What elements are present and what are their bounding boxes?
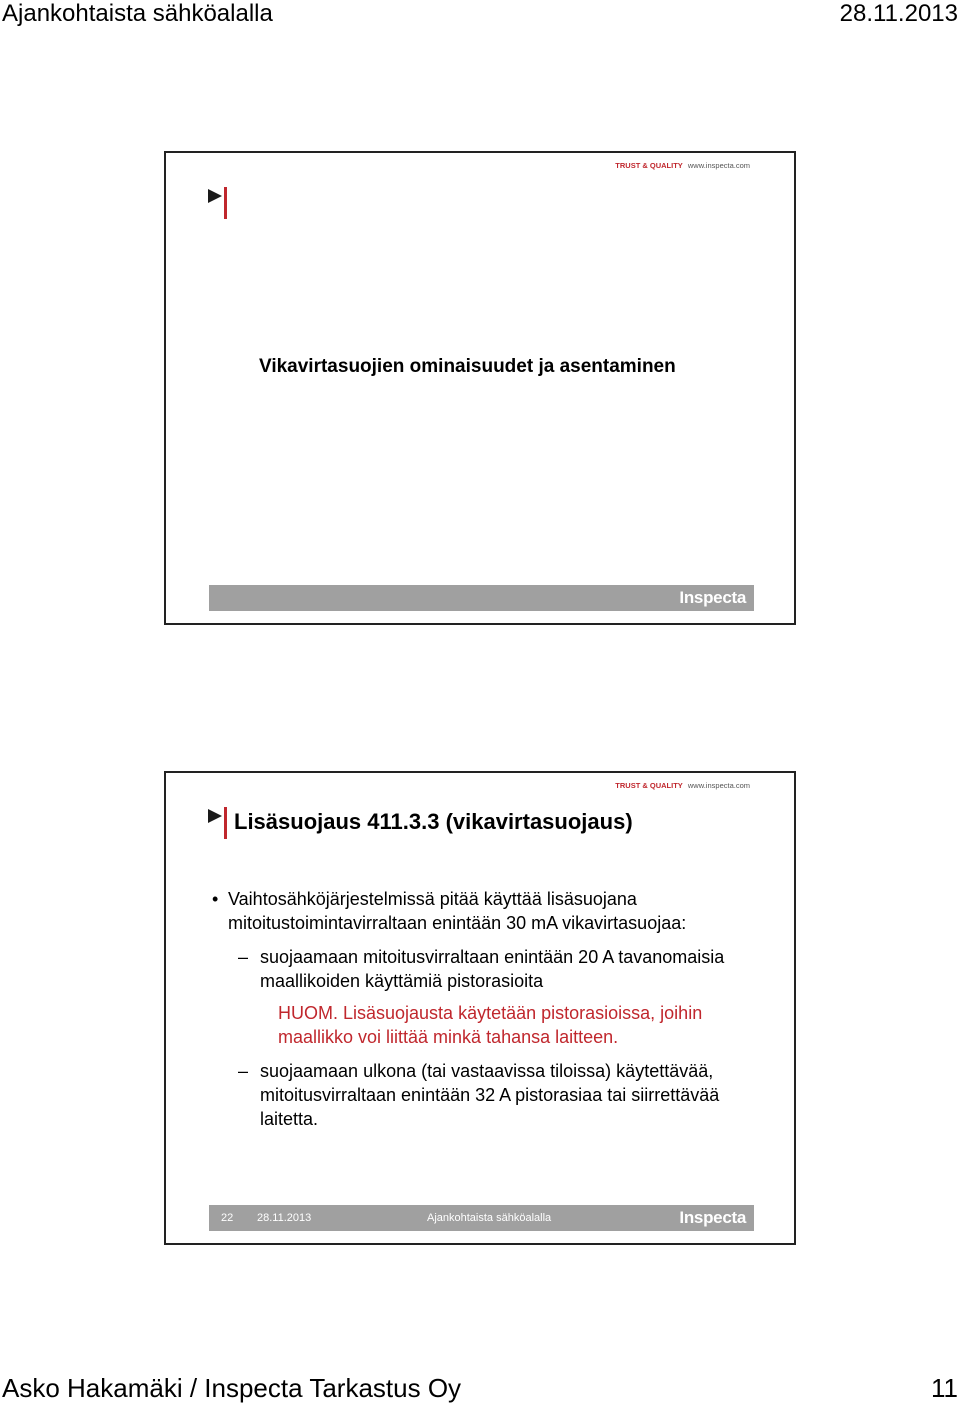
inspecta-flag-icon xyxy=(208,187,230,221)
trust-quality-line xyxy=(615,161,750,170)
sub-item xyxy=(238,1059,766,1131)
page-footer-author: Asko Hakamäki / Inspecta Tarkastus Oy xyxy=(2,1373,462,1403)
slide-footer-title: Ajankohtaista sähköalalla xyxy=(427,1212,552,1224)
slide-2-footer-bar xyxy=(209,1205,754,1231)
page-number: 11 xyxy=(931,1373,958,1403)
trust-quality-label: TRUST & QUALITY xyxy=(615,161,683,170)
bullet-dot-icon: • xyxy=(212,889,219,909)
slide-footer-date: 28.11.2013 xyxy=(257,1212,312,1224)
bullet-text: Vaihtosähköjärjestelmissä pitää käyttää lisäsuojana mitoitustoimintavirraltaan enintään 30 mA vikavirtasuojaa: xyxy=(228,889,687,933)
trust-quality-label: TRUST & QUALITY xyxy=(615,781,683,790)
slide-1-title: Vikavirtasuojien ominaisuudet ja asentaminen xyxy=(259,356,676,377)
sub-item-text: suojaamaan mitoitusvirraltaan enintään 20 A tavanomaisia maallikoiden käyttämiä pistorasioita xyxy=(260,947,725,991)
slide-number: 22 xyxy=(221,1212,234,1224)
website-url: www.inspecta.com xyxy=(687,161,750,170)
trust-quality-line xyxy=(615,781,750,790)
website-url: www.inspecta.com xyxy=(687,781,750,790)
dash-icon: – xyxy=(238,1061,249,1081)
slide-2 xyxy=(164,771,796,1245)
page-header-title: Ajankohtaista sähköalalla xyxy=(2,0,273,27)
bullet-item xyxy=(206,887,766,935)
inspecta-logo: Inspecta xyxy=(679,1208,746,1227)
page-header-date: 28.11.2013 xyxy=(839,0,958,27)
dash-icon: – xyxy=(238,947,249,967)
slide-2-title: Lisäsuojaus 411.3.3 (vikavirtasuojaus) xyxy=(234,809,633,834)
note-text: HUOM. Lisäsuojausta käytetään pistorasioissa, joihin maallikko voi liittää minkä tahansa laitteen. xyxy=(278,1003,703,1047)
slide-1-footer-bar xyxy=(209,585,754,611)
slide-2-body xyxy=(206,887,766,1131)
sub-item xyxy=(238,945,766,993)
inspecta-flag-icon xyxy=(208,807,230,841)
inspecta-logo: Inspecta xyxy=(679,588,746,607)
sub-item-text: suojaamaan ulkona (tai vastaavissa tiloissa) käytettävää, mitoitusvirraltaan enintään 32 A pistorasiaa tai siirrettävää laitetta. xyxy=(260,1061,720,1129)
slide-1 xyxy=(164,151,796,625)
